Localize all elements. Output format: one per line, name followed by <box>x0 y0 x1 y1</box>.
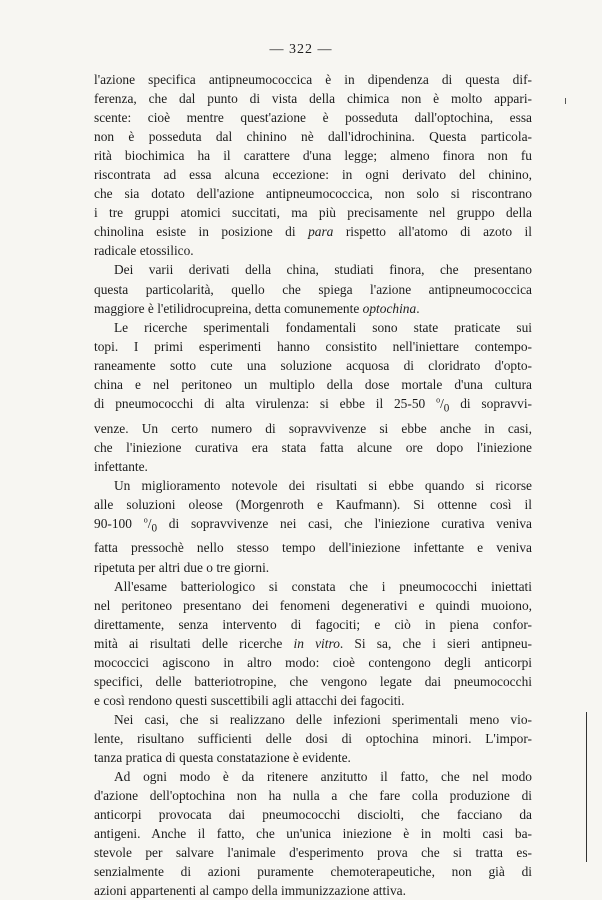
text-line <box>94 241 532 260</box>
text-line <box>94 375 532 394</box>
text-fragment: Nei casi, che si realizzano delle infezioni sperimentali meno vio- <box>114 711 532 727</box>
text-fragment: d'azione dell'optochina non ha nulla a che fare colla produzione di <box>94 788 532 804</box>
text-line <box>94 653 532 672</box>
text-line <box>94 438 532 457</box>
text-line <box>94 691 532 710</box>
text-line <box>94 577 532 596</box>
text-line <box>94 127 532 146</box>
text-fragment: azioni appartenenti al campo della immunizzazione attiva. <box>94 883 406 899</box>
text-line <box>94 805 532 824</box>
text-fragment: senzialmente di azioni puramente chemoterapeutiche, non già di <box>94 864 532 880</box>
text-fragment: che l'iniezione curativa era stata fatta alcune ore dopo l'iniezione <box>94 439 532 455</box>
text-fragment: . <box>416 300 420 316</box>
text-fragment: . Si sa, che i sieri antipneu- <box>339 635 532 651</box>
text-fragment: / <box>147 515 152 531</box>
text-fragment: infettante. <box>94 458 148 474</box>
text-fragment: specifici, delle batteriotropine, che vengono legate dai pneumococchi <box>94 673 532 689</box>
text-line <box>94 615 532 634</box>
text-line <box>94 672 532 691</box>
text-line <box>94 299 532 318</box>
text-line <box>94 146 532 165</box>
text-fragment: direttamente, senza intervento di fagociti; e ciò in piena confor- <box>94 616 532 632</box>
text-line <box>94 538 532 557</box>
text-fragment: rispetto all'atomo di azoto il <box>333 224 532 240</box>
text-line <box>94 222 532 241</box>
text-fragment: l'azione specifica antipneumococcica è in dipendenza di questa dif- <box>94 72 532 87</box>
text-line <box>94 457 532 476</box>
text-fragment: Ad ogni modo è da ritenere anzitutto il fatto, che nel modo <box>114 769 532 785</box>
text-fragment: mità ai risultati delle ricerche <box>94 635 294 651</box>
text-fragment: mococcici agiscono in altro modo: cioè contengono degli anticorpi <box>94 654 532 670</box>
text-fragment: / <box>440 395 444 411</box>
text-line <box>94 634 532 653</box>
text-fragment: venze. Un certo numero di sopravvivenze si ebbe anche in casi, <box>94 420 532 436</box>
text-line <box>94 260 532 279</box>
text-fragment: o <box>143 515 148 525</box>
text-fragment: di sopravvi- <box>449 395 533 411</box>
text-fragment: 0 <box>151 522 158 535</box>
text-line <box>94 318 532 337</box>
text-line <box>94 786 532 805</box>
text-fragment: che sia dotato dell'azione antipneumococcica, non solo si riscontrano <box>94 186 532 202</box>
text-fragment: tanza pratica di questa constatazione è evidente. <box>94 749 351 765</box>
text-fragment: fatta pressochè nello stesso tempo dell'iniezione infettante e veniva <box>94 540 532 556</box>
text-line <box>94 843 532 862</box>
text-line <box>94 881 532 900</box>
text-fragment: 0 <box>443 402 450 415</box>
text-line <box>94 495 532 514</box>
text-line <box>94 514 532 539</box>
text-fragment: All'esame batteriologico si constata che i pneumococchi iniettati <box>114 578 532 594</box>
text-line <box>94 419 532 438</box>
text-line <box>94 729 532 748</box>
text-fragment: ferenza, che dal punto di vista della chimica non è molto appari- <box>94 91 532 107</box>
text-fragment: scente: cioè mentre quest'azione è posseduta dall'optochina, essa <box>94 110 532 126</box>
text-fragment: optochina <box>362 300 417 316</box>
text-fragment: topi. I primi esperimenti hanno consistito nell'iniettare contempo- <box>94 338 532 354</box>
text-fragment: nel peritoneo presentano dei fenomeni degenerativi e quindi muoiono, <box>94 597 532 613</box>
text-fragment: questa particolarità, quello che spiega l'azione antipneumococcica <box>94 281 532 297</box>
text-fragment: stevole per salvare l'animale d'esperimento prova che si tratta es- <box>94 845 532 861</box>
text-line <box>94 165 532 184</box>
text-line <box>94 108 532 127</box>
text-line <box>94 89 532 108</box>
text-fragment: i tre gruppi atomici succitati, ma più precisamente nel gruppo della <box>94 205 532 221</box>
margin-mark <box>565 98 566 104</box>
text-fragment: 90-100 <box>94 515 144 531</box>
text-line <box>94 394 532 419</box>
text-fragment: radicale etossilico. <box>94 243 194 259</box>
text-line <box>94 337 532 356</box>
text-fragment: di sopravvivenze nei casi, che l'iniezione curativa veniva <box>157 515 532 531</box>
text-line <box>94 280 532 299</box>
text-line <box>94 596 532 615</box>
text-fragment: raneamente sotto cute una soluzione acquosa di cloridrato d'opto- <box>94 357 532 373</box>
text-line <box>94 203 532 222</box>
text-line <box>94 70 532 89</box>
text-fragment: maggiore è l'etilidrocupreina, detta comunemente <box>94 300 363 316</box>
text-fragment: para <box>308 224 334 240</box>
page-number: — 322 — <box>269 42 333 57</box>
margin-mark <box>586 712 587 862</box>
text-fragment: o <box>436 395 441 405</box>
text-line <box>94 767 532 786</box>
text-fragment: antigeni. Anche il fatto, che un'unica iniezione è in molti casi ba- <box>94 826 532 842</box>
text-line <box>94 184 532 203</box>
text-line <box>94 356 532 375</box>
text-fragment: ripetuta per altri due o tre giorni. <box>94 559 270 575</box>
text-fragment: rità biochimica ha il carattere d'una legge; almeno finora non fu <box>94 148 532 164</box>
text-fragment: Dei varii derivati della china, studiati finora, che presentano <box>114 262 532 278</box>
text-fragment: di pneumococchi di alta virulenza: si ebbe il 25-50 <box>94 395 437 411</box>
text-fragment: e così rendono questi suscettibili agli attacchi dei fagociti. <box>94 692 405 708</box>
text-line <box>94 710 532 729</box>
text-line <box>94 862 532 881</box>
text-line <box>94 476 532 495</box>
text-fragment: riscontrata ad essa alcuna eccezione: in ogni derivato del chinino, <box>94 167 532 183</box>
text-fragment: anticorpi provocata dai pneumococchi disciolti, che facciano da <box>94 807 532 823</box>
text-fragment: non è posseduta dal chinino nè dall'idrochinina. Questa particola- <box>94 129 532 145</box>
text-fragment: lente, risultano sufficienti delle dosi di optochina minori. L'impor- <box>94 730 532 746</box>
text-fragment: Le ricerche sperimentali fondamentali sono state praticate sui <box>114 319 532 335</box>
text-fragment: in vitro <box>293 635 340 651</box>
text-line <box>94 748 532 767</box>
text-line <box>94 558 532 577</box>
text-line <box>94 824 532 843</box>
text-fragment: china e nel peritoneo un multiplo della dose mortale d'una cultura <box>94 376 532 392</box>
text-fragment: Un miglioramento notevole dei risultati si ebbe quando si ricorse <box>114 477 532 493</box>
body-text <box>94 70 532 900</box>
text-fragment: alle soluzioni oleose (Morgenroth e Kaufmann). Si ottenne così il <box>94 496 532 512</box>
text-fragment: chinolina esiste in posizione di <box>94 224 309 240</box>
